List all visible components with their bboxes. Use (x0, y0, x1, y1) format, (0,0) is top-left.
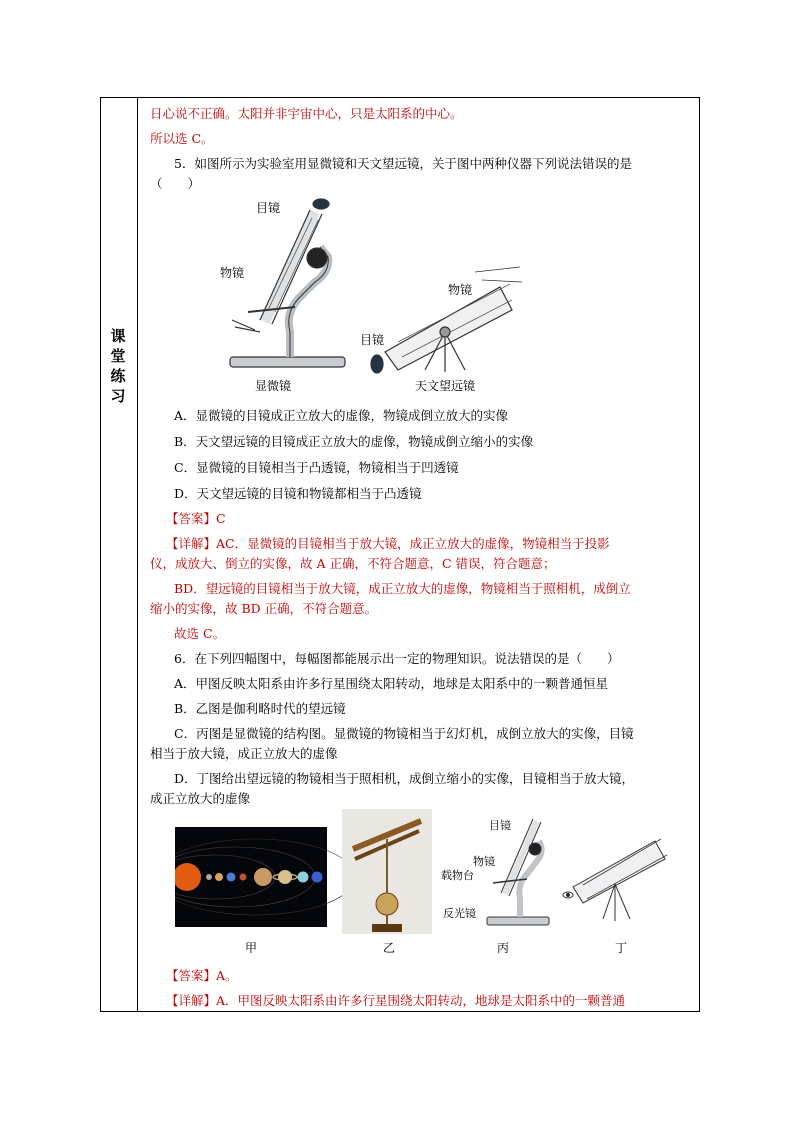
figure-5-instruments (220, 192, 530, 392)
answer-5: 【答案】C (166, 511, 226, 526)
section-label-char: 课 (110, 327, 126, 345)
section-label-char: 堂 (110, 347, 126, 365)
solar-system-image (175, 827, 355, 927)
option-5c: C．显微镜的目镜相当于凸透镜，物镜相当于凹透镜 (174, 460, 459, 475)
explanation-5-line: 【详解】AC．显微镜的目镜相当于放大镜，成正立放大的虚像，物镜相当于投影 (166, 536, 610, 551)
option-5d: D．天文望远镜的目镜和物镜都相当于凸透镜 (174, 486, 422, 501)
caption-jia: 甲 (245, 941, 258, 955)
figure-6-four-images (175, 809, 675, 959)
option-6d: D．丁图给出望远镜的物镜相当于照相机，成倒立缩小的实像，目镜相当于放大镜， (174, 771, 635, 786)
column-divider (137, 97, 138, 1012)
microscope-illustration (230, 199, 345, 367)
option-5b: B．天文望远镜的目镜成正立放大的虚像，物镜成倒立缩小的实像 (174, 434, 534, 449)
caption-telescope: 天文望远镜 (415, 379, 476, 392)
caption-yi: 乙 (383, 941, 396, 955)
label-objective-6: 物镜 (473, 855, 495, 868)
label-eyepiece-6: 目镜 (489, 819, 511, 832)
label-stage: 载物台 (441, 869, 474, 882)
caption-bing: 丙 (497, 941, 510, 955)
explanation-6-line: 【详解】A．甲图反映太阳系由许多行星围绕太阳转动，地球是太阳系中的一颗普通 (166, 993, 626, 1008)
explanation-5-line: 缩小的实像，故 BD 正确，不符合题意。 (150, 601, 378, 616)
section-label-char: 练 (110, 367, 126, 385)
label-objective: 物镜 (220, 266, 245, 280)
telescope-illustration (371, 267, 522, 373)
section-label (107, 326, 129, 406)
label-eyepiece: 目镜 (256, 201, 281, 215)
explanation-5-line: 仪，成放大、倒立的实像，故 A 正确，不符合题意，C 错误，符合题意； (150, 556, 556, 571)
option-6a: A．甲图反映太阳系由许多行星围绕太阳转动，地球是太阳系中的一颗普通恒星 (174, 676, 609, 691)
option-6c: C．丙图是显微镜的结构图。显微镜的物镜相当于幻灯机，成倒立放大的实像，目镜 (174, 726, 634, 741)
telescope-diagram (563, 839, 667, 921)
section-label-char: 习 (110, 387, 126, 405)
question-6-stem: 6．在下列四幅图中，每幅图都能展示出一定的物理知识。说法错误的是（ ） (174, 651, 620, 666)
option-6c-cont: 相当于放大镜，成正立放大的虚像 (150, 746, 338, 761)
explanation-line: 日心说不正确。太阳并非宇宙中心，只是太阳系的中心。 (150, 106, 463, 121)
microscope-diagram (487, 819, 549, 925)
caption-ding: 丁 (615, 941, 628, 955)
explanation-5-line: BD．望远镜的目镜相当于放大镜，成正立放大的虚像，物镜相当于照相机，成倒立 (174, 581, 631, 596)
question-5-stem: 5．如图所示为实验室用显微镜和天文望远镜，关于图中两种仪器下列说法错误的是 (174, 156, 632, 171)
explanation-line: 所以选 C。 (150, 131, 214, 146)
option-6d-cont: 成正立放大的虚像 (150, 791, 251, 806)
answer-6: 【答案】A。 (166, 968, 238, 983)
option-5a: A．显微镜的目镜成正立放大的虚像，物镜成倒立放大的实像 (174, 408, 509, 423)
label-mirror: 反光镜 (443, 907, 476, 920)
question-5-paren: （ ） (150, 176, 201, 191)
label-telescope-eyepiece: 目镜 (360, 333, 385, 347)
label-telescope-objective: 物镜 (448, 283, 473, 297)
option-6b: B．乙图是伽利略时代的望远镜 (174, 701, 346, 716)
caption-microscope: 显微镜 (255, 379, 292, 392)
galileo-telescope-image (342, 809, 432, 934)
final-choice-5: 故选 C。 (174, 626, 226, 641)
